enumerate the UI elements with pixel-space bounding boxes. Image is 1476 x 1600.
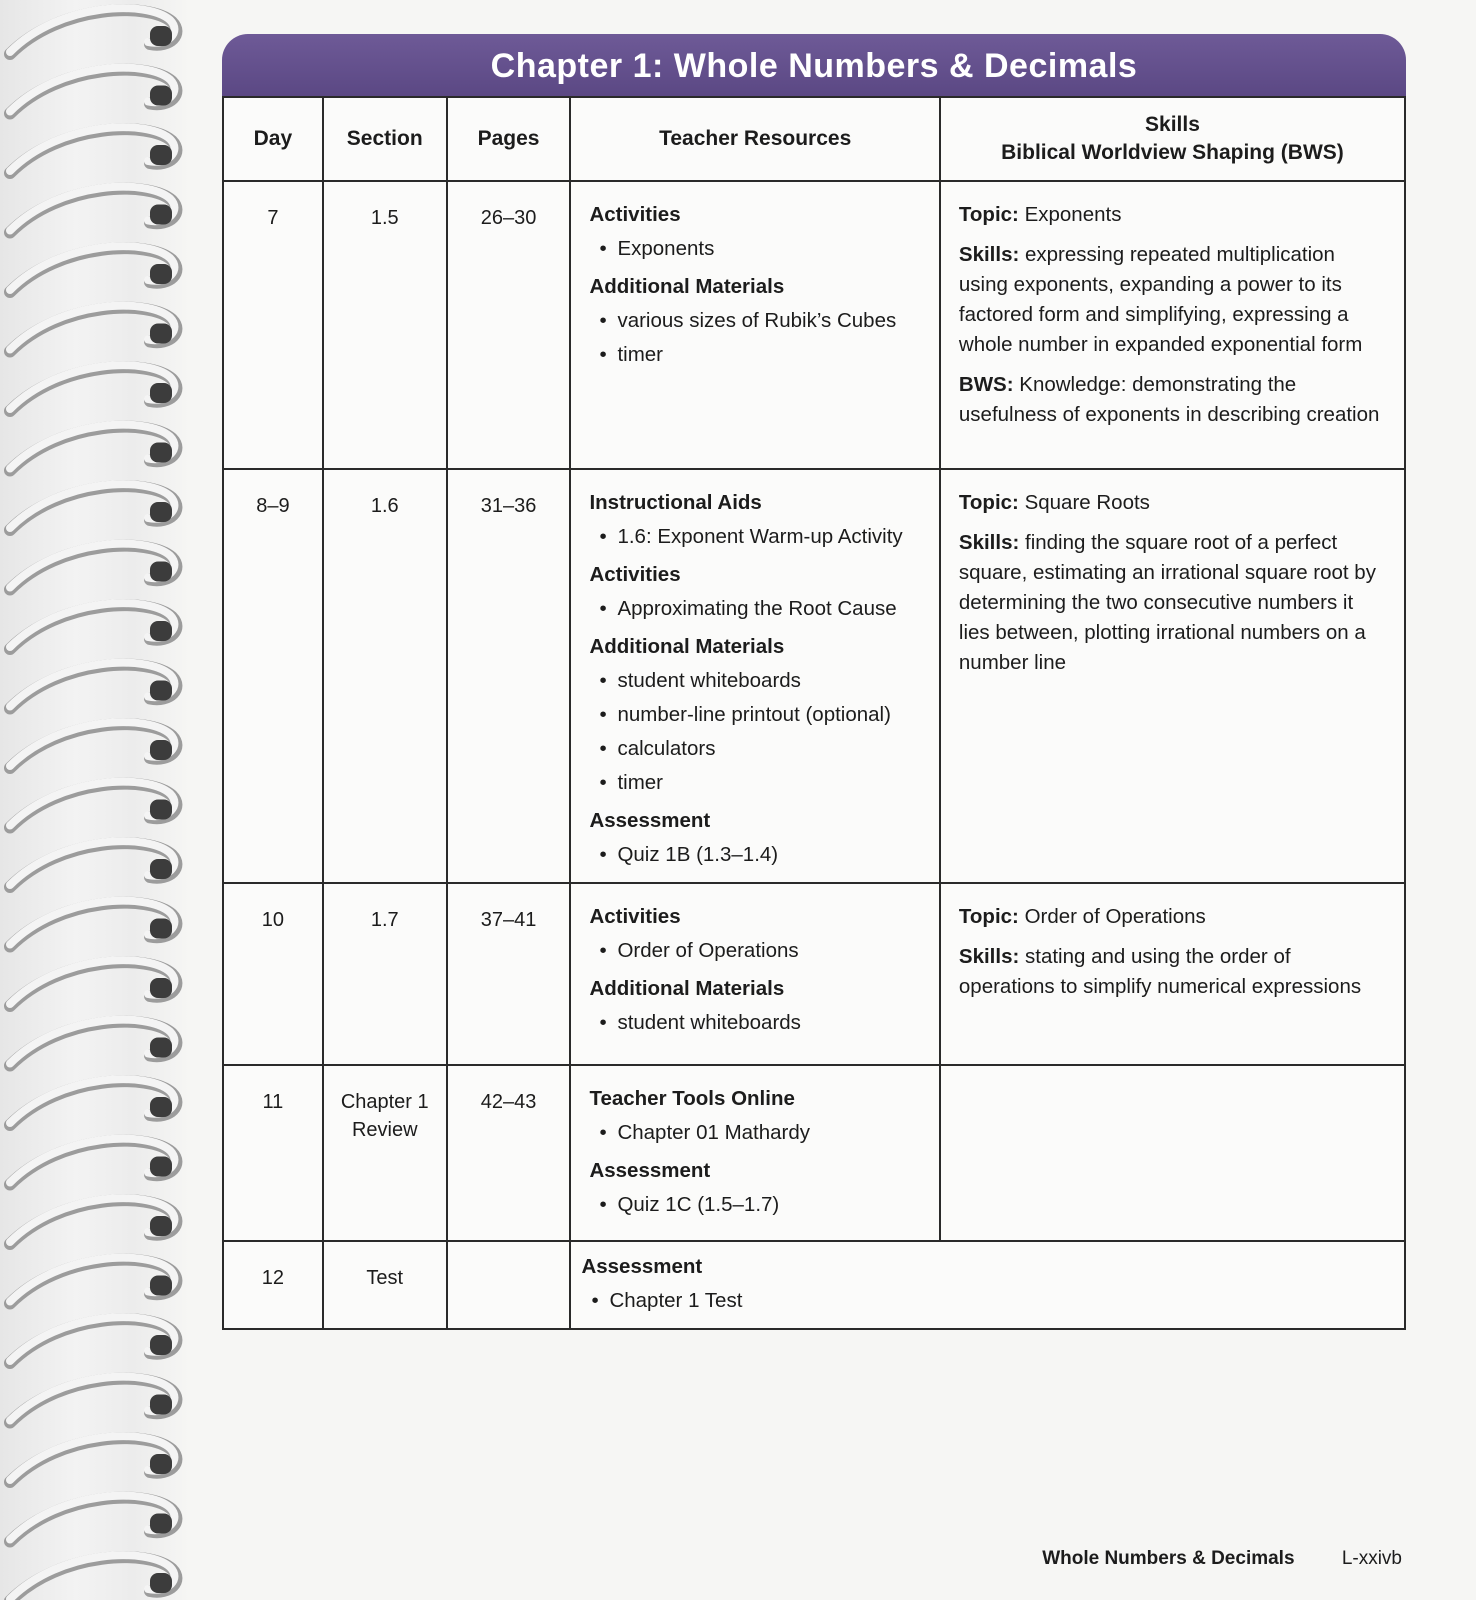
resource-item [589, 734, 922, 764]
resource-item [589, 306, 922, 336]
coil-ring [10, 127, 176, 173]
coil-ring [10, 1317, 176, 1363]
coil-ring [10, 901, 176, 947]
spiral-binding [0, 0, 190, 1600]
coil-ring [10, 68, 176, 114]
resource-item-text: Quiz 1C (1.5–1.7) [617, 1193, 780, 1216]
cell-pages: 26–30 [447, 181, 571, 469]
coil-ring [10, 1198, 176, 1244]
bullet-icon: • [591, 1289, 599, 1312]
bullet-icon: • [599, 843, 607, 866]
cell-pages: 37–41 [447, 883, 571, 1065]
table-row [223, 883, 1405, 1065]
bullet-icon: • [599, 343, 607, 366]
skill-label: Topic: [958, 491, 1019, 514]
coil-ring [10, 544, 176, 590]
cell-day: 11 [223, 1065, 323, 1241]
bullet-icon: • [599, 597, 607, 620]
resource-item [589, 1118, 922, 1148]
skill-text: Exponents [1024, 203, 1122, 226]
table-row [223, 181, 1405, 469]
cell-teacher-resources [570, 1241, 1405, 1329]
skill-text: Knowledge: demonstrating the usefulness of exponents in describing creation [958, 373, 1380, 426]
section-line: Chapter 1 [340, 1091, 429, 1113]
table-row [223, 1065, 1405, 1241]
cell-skills [940, 883, 1405, 1065]
skill-text: expressing repeated multiplication using exponents, expanding a power to its factored form and simplifying, expressing a whole number in expanded exponential form [958, 243, 1363, 356]
cell-day: 10 [223, 883, 323, 1065]
skill-label: Topic: [958, 203, 1019, 226]
coil-ring [10, 960, 176, 1006]
skill-label: Skills: [958, 945, 1020, 968]
table-row [223, 1241, 1405, 1329]
resource-group-heading: Activities [589, 563, 681, 586]
section-line-2: Review [351, 1119, 418, 1141]
section-line: 1.5 [370, 207, 399, 229]
resource-group-heading: Assessment [581, 1255, 703, 1278]
resource-item [589, 666, 922, 696]
skill-paragraph [959, 370, 1388, 430]
resource-item [589, 768, 922, 798]
coil-ring [10, 663, 176, 709]
table-header-row [223, 97, 1405, 181]
resource-group-heading: Activities [589, 905, 681, 928]
lesson-schedule-table [222, 96, 1406, 1330]
cell-section [323, 181, 447, 469]
coil-ring [10, 1139, 176, 1185]
header-skills [940, 97, 1405, 181]
resource-group-heading: Teacher Tools Online [589, 1087, 795, 1110]
header-pages: Pages [447, 97, 571, 181]
cell-section [323, 1065, 447, 1241]
skill-label: Skills: [958, 243, 1020, 266]
resource-item-text: timer [617, 343, 664, 366]
coil-ring [10, 246, 176, 292]
skill-text: Order of Operations [1024, 905, 1206, 928]
table-row [223, 469, 1405, 883]
coil-ring [10, 1496, 176, 1542]
spiral-coils [0, 0, 190, 1600]
resource-item [589, 936, 922, 966]
coil-ring [10, 841, 176, 887]
coil-ring [10, 1555, 176, 1600]
coil-ring [10, 1436, 176, 1482]
coil-ring [10, 1377, 176, 1423]
resource-item-text: calculators [617, 737, 716, 760]
resource-item [589, 700, 922, 730]
cell-section [323, 1241, 447, 1329]
bullet-icon: • [599, 1193, 607, 1216]
resource-group-heading: Instructional Aids [589, 491, 762, 514]
coil-ring [10, 722, 176, 768]
skill-text: Square Roots [1024, 491, 1150, 514]
coil-ring [10, 1079, 176, 1125]
footer-page-number: L-xxivb [1341, 1548, 1402, 1569]
bullet-icon: • [599, 1011, 607, 1034]
resource-item [589, 594, 922, 624]
cell-day: 8–9 [223, 469, 323, 883]
bullet-icon: • [599, 703, 607, 726]
cell-skills [940, 1065, 1405, 1241]
skill-paragraph [959, 240, 1388, 360]
skill-paragraph [959, 488, 1388, 518]
resource-item [589, 522, 922, 552]
page-footer [1042, 1548, 1402, 1570]
coil-ring [10, 782, 176, 828]
cell-day: 12 [223, 1241, 323, 1329]
resource-group-heading: Activities [589, 203, 681, 226]
header-section: Section [323, 97, 447, 181]
skill-paragraph [959, 200, 1388, 230]
cell-section [323, 469, 447, 883]
resource-item-text: student whiteboards [617, 1011, 801, 1034]
resource-item-text: Order of Operations [617, 939, 799, 962]
coil-ring [10, 484, 176, 530]
section-line: Test [366, 1267, 404, 1289]
header-skills-line1: Skills [1145, 113, 1200, 136]
bullet-icon: • [599, 309, 607, 332]
skill-label: Topic: [958, 905, 1019, 928]
resource-item [589, 234, 922, 264]
cell-pages: 42–43 [447, 1065, 571, 1241]
resource-item-text: Exponents [617, 237, 715, 260]
section-line: 1.7 [370, 909, 399, 931]
cell-teacher-resources [570, 883, 939, 1065]
coil-ring [10, 425, 176, 471]
cell-teacher-resources [570, 1065, 939, 1241]
resource-item-text: Quiz 1B (1.3–1.4) [617, 843, 779, 866]
cell-pages [447, 1241, 571, 1329]
resource-item-text: student whiteboards [617, 669, 801, 692]
bullet-icon: • [599, 669, 607, 692]
resource-item-text: number-line printout (optional) [617, 703, 891, 726]
cell-teacher-resources [570, 469, 939, 883]
skill-text: finding the square root of a perfect square, estimating an irrational square root by determining the two consecutive numbers it lies between, plotting irrational numbers on a number line [958, 531, 1376, 674]
resource-item [589, 840, 922, 870]
resource-item-text: Chapter 1 Test [609, 1289, 743, 1312]
resource-group-heading: Assessment [589, 809, 711, 832]
resource-group-heading: Additional Materials [589, 275, 785, 298]
resource-item-text: Approximating the Root Cause [617, 597, 897, 620]
resource-item-text: 1.6: Exponent Warm-up Activity [617, 525, 903, 548]
coil-ring [10, 187, 176, 233]
skill-label: Skills: [958, 531, 1020, 554]
coil-ring [10, 8, 176, 54]
bullet-icon: • [599, 525, 607, 548]
bullet-icon: • [599, 737, 607, 760]
resource-item-text: timer [617, 771, 664, 794]
section-line: 1.6 [370, 495, 399, 517]
cell-skills [940, 469, 1405, 883]
schedule-page [222, 34, 1406, 1330]
table-body [223, 181, 1405, 1329]
skill-text: stating and using the order of operations to simplify numerical expressions [958, 945, 1362, 998]
header-teacher-resources: Teacher Resources [570, 97, 939, 181]
cell-pages: 31–36 [447, 469, 571, 883]
header-day: Day [223, 97, 323, 181]
header-skills-line2: Biblical Worldview Shaping (BWS) [1001, 141, 1344, 164]
resource-item-text: Chapter 01 Mathardy [617, 1121, 811, 1144]
coil-ring [10, 603, 176, 649]
skill-label: BWS: [958, 373, 1014, 396]
bullet-icon: • [599, 771, 607, 794]
coil-ring [10, 1020, 176, 1066]
resource-item [589, 1008, 922, 1038]
resource-item-text: various sizes of Rubik’s Cubes [617, 309, 897, 332]
resource-group-heading: Assessment [589, 1159, 711, 1182]
chapter-title: Chapter 1: Whole Numbers & Decimals [222, 34, 1406, 96]
resource-group-heading: Additional Materials [589, 635, 785, 658]
resource-item [589, 340, 922, 370]
cell-day: 7 [223, 181, 323, 469]
cell-skills [940, 181, 1405, 469]
coil-ring [10, 365, 176, 411]
resource-group-heading: Additional Materials [589, 977, 785, 1000]
bullet-icon: • [599, 1121, 607, 1144]
cell-section [323, 883, 447, 1065]
bullet-icon: • [599, 939, 607, 962]
skill-paragraph [959, 902, 1388, 932]
bullet-icon: • [599, 237, 607, 260]
cell-teacher-resources [570, 181, 939, 469]
skill-paragraph [959, 942, 1388, 1002]
coil-ring [10, 1258, 176, 1304]
resource-item [581, 1286, 1388, 1316]
skill-paragraph [959, 528, 1388, 678]
resource-item [589, 1190, 922, 1220]
coil-ring [10, 306, 176, 352]
footer-chapter: Whole Numbers & Decimals [1042, 1548, 1295, 1569]
